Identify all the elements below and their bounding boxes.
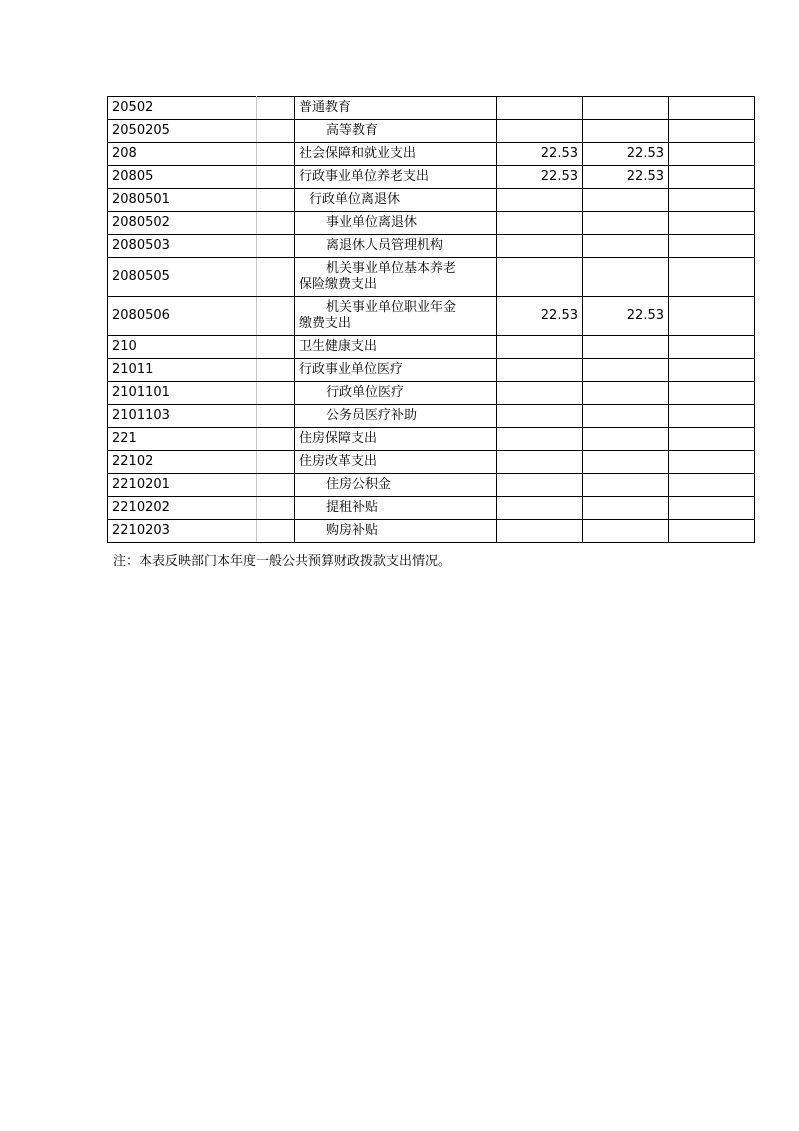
amount-cell-2: [583, 359, 669, 382]
amount-cell-1: 22.53: [497, 297, 583, 336]
amount-cell-1: [497, 359, 583, 382]
subject-name: 卫生健康支出: [299, 339, 378, 354]
amount-cell-2: [583, 97, 669, 120]
amount-cell-3: [669, 189, 755, 212]
blank-cell: [257, 189, 295, 212]
amount-cell-1: 22.53: [497, 166, 583, 189]
amount-cell-2: [583, 120, 669, 143]
subject-name-cell: [295, 336, 497, 359]
subject-code-cell: 2210201: [108, 474, 257, 497]
blank-cell: [257, 258, 295, 297]
amount-cell-2: [583, 235, 669, 258]
subject-name-cell: [295, 382, 497, 405]
table-row: [108, 405, 755, 428]
blank-cell: [257, 143, 295, 166]
blank-cell: [257, 212, 295, 235]
amount-cell-1: [497, 474, 583, 497]
subject-code-cell: 208: [108, 143, 257, 166]
subject-code-cell: 210: [108, 336, 257, 359]
subject-name-cell: [295, 405, 497, 428]
subject-code-cell: 21011: [108, 359, 257, 382]
table-row: [108, 497, 755, 520]
amount-cell-3: [669, 97, 755, 120]
amount-cell-1: [497, 497, 583, 520]
amount-cell-3: [669, 143, 755, 166]
blank-cell: [257, 336, 295, 359]
subject-code-cell: 2210203: [108, 520, 257, 543]
subject-name-cell: [295, 520, 497, 543]
table-row: [108, 474, 755, 497]
amount-cell-3: [669, 359, 755, 382]
subject-name-continued: 保险缴费支出: [299, 277, 378, 292]
subject-name: 住房公积金: [326, 477, 392, 492]
amount-cell-1: [497, 212, 583, 235]
subject-name: 离退休人员管理机构: [326, 238, 444, 253]
subject-code-cell: 2080503: [108, 235, 257, 258]
amount-cell-1: [497, 97, 583, 120]
subject-name-cell: [295, 120, 497, 143]
blank-cell: [257, 120, 295, 143]
amount-cell-2: [583, 405, 669, 428]
amount-cell-1: [497, 235, 583, 258]
table-row: [108, 451, 755, 474]
blank-cell: [257, 497, 295, 520]
subject-name: 行政单位医疗: [326, 385, 405, 400]
subject-code-cell: 2080506: [108, 297, 257, 336]
subject-name: 社会保障和就业支出: [299, 146, 417, 161]
subject-name-cell: [295, 212, 497, 235]
amount-cell-1: [497, 451, 583, 474]
amount-cell-2: [583, 451, 669, 474]
table-row: [108, 359, 755, 382]
blank-cell: [257, 235, 295, 258]
amount-cell-1: [497, 258, 583, 297]
subject-code-cell: 2101101: [108, 382, 257, 405]
amount-cell-2: [583, 336, 669, 359]
subject-name-cell: [295, 297, 497, 336]
subject-name-cell: [295, 189, 497, 212]
subject-name: 行政事业单位养老支出: [299, 169, 430, 184]
subject-code-cell: 20805: [108, 166, 257, 189]
amount-cell-1: [497, 520, 583, 543]
subject-name: 住房改革支出: [299, 454, 378, 469]
subject-name: 住房保障支出: [299, 431, 378, 446]
amount-cell-3: [669, 405, 755, 428]
subject-code-cell: 2080505: [108, 258, 257, 297]
amount-cell-3: [669, 382, 755, 405]
table-row: [108, 297, 755, 336]
subject-name: 购房补贴: [326, 523, 379, 538]
subject-name: 机关事业单位基本养老: [326, 261, 457, 276]
amount-cell-2: 22.53: [583, 297, 669, 336]
table-row: [108, 258, 755, 297]
subject-name: 普通教育: [299, 100, 352, 115]
subject-code-cell: 20502: [108, 97, 257, 120]
subject-name-cell: [295, 235, 497, 258]
table-body: [108, 97, 755, 543]
table-row: [108, 382, 755, 405]
amount-cell-2: 22.53: [583, 143, 669, 166]
table-row: [108, 189, 755, 212]
table-row: [108, 97, 755, 120]
subject-name-cell: [295, 428, 497, 451]
table-row: [108, 143, 755, 166]
subject-name-cell: [295, 474, 497, 497]
amount-cell-3: [669, 451, 755, 474]
subject-code-cell: 2210202: [108, 497, 257, 520]
amount-cell-2: [583, 428, 669, 451]
amount-cell-3: [669, 297, 755, 336]
subject-name-cell: [295, 359, 497, 382]
amount-cell-3: [669, 497, 755, 520]
table-row: [108, 336, 755, 359]
amount-cell-3: [669, 235, 755, 258]
amount-cell-3: [669, 120, 755, 143]
amount-cell-2: [583, 189, 669, 212]
amount-cell-1: [497, 336, 583, 359]
blank-cell: [257, 520, 295, 543]
subject-name: 机关事业单位职业年金: [326, 300, 457, 315]
amount-cell-2: [583, 212, 669, 235]
amount-cell-3: [669, 166, 755, 189]
table-row: [108, 120, 755, 143]
amount-cell-2: 22.53: [583, 166, 669, 189]
amount-cell-1: [497, 189, 583, 212]
blank-cell: [257, 474, 295, 497]
subject-name-cell: [295, 97, 497, 120]
table-row: [108, 166, 755, 189]
blank-cell: [257, 166, 295, 189]
blank-cell: [257, 382, 295, 405]
subject-code-cell: 2050205: [108, 120, 257, 143]
blank-cell: [257, 297, 295, 336]
subject-name-cell: [295, 166, 497, 189]
amount-cell-3: [669, 336, 755, 359]
expenditure-table: [107, 96, 755, 543]
amount-cell-3: [669, 212, 755, 235]
amount-cell-2: [583, 382, 669, 405]
amount-cell-3: [669, 520, 755, 543]
amount-cell-1: 22.53: [497, 143, 583, 166]
subject-name: 行政事业单位医疗: [299, 362, 404, 377]
amount-cell-2: [583, 474, 669, 497]
table-row: [108, 520, 755, 543]
amount-cell-3: [669, 474, 755, 497]
table-row: [108, 428, 755, 451]
amount-cell-3: [669, 428, 755, 451]
subject-name: 提租补贴: [326, 500, 379, 515]
table-row: [108, 235, 755, 258]
amount-cell-2: [583, 258, 669, 297]
amount-cell-1: [497, 382, 583, 405]
amount-cell-1: [497, 405, 583, 428]
subject-code-cell: 2101103: [108, 405, 257, 428]
amount-cell-2: [583, 497, 669, 520]
subject-name-continued: 缴费支出: [299, 316, 352, 331]
amount-cell-1: [497, 428, 583, 451]
subject-code-cell: 22102: [108, 451, 257, 474]
subject-name-cell: [295, 258, 497, 297]
blank-cell: [257, 97, 295, 120]
subject-name-cell: [295, 143, 497, 166]
amount-cell-1: [497, 120, 583, 143]
amount-cell-3: [669, 258, 755, 297]
subject-name: 事业单位离退休: [326, 215, 418, 230]
subject-name: 行政单位离退休: [309, 192, 401, 207]
subject-code-cell: 2080502: [108, 212, 257, 235]
subject-name: 高等教育: [326, 123, 379, 138]
subject-name-cell: [295, 497, 497, 520]
blank-cell: [257, 405, 295, 428]
blank-cell: [257, 451, 295, 474]
table-row: [108, 212, 755, 235]
blank-cell: [257, 359, 295, 382]
subject-code-cell: 2080501: [108, 189, 257, 212]
subject-code-cell: 221: [108, 428, 257, 451]
amount-cell-2: [583, 520, 669, 543]
subject-name: 公务员医疗补助: [326, 408, 418, 423]
blank-cell: [257, 428, 295, 451]
subject-name-cell: [295, 451, 497, 474]
table-footnote: 注：本表反映部门本年度一般公共预算财政拨款支出情况。: [113, 554, 452, 569]
